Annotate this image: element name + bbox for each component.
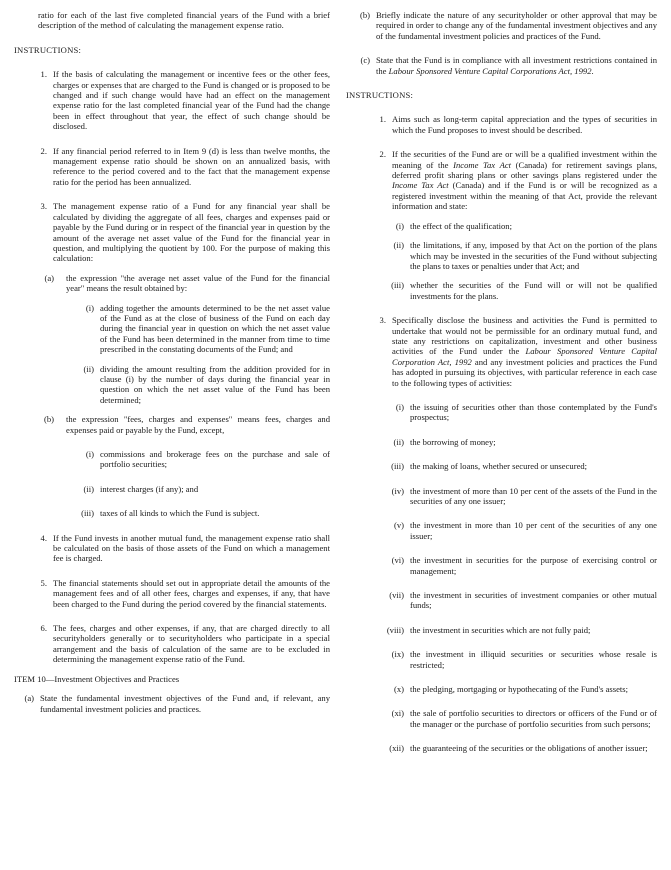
instruction-5 (14, 578, 330, 609)
activity-item (346, 520, 657, 541)
activity-item (346, 708, 657, 729)
r-subclause-ii (346, 240, 657, 271)
subclause-text: interest charges (if any); and (100, 483, 199, 494)
subclause-label: (i) (395, 220, 404, 231)
activity-label: (v) (393, 520, 404, 531)
activity-item (346, 402, 657, 423)
instruction-text: If the Fund invests in another mutual fund, the management expense ratio shall be calculated on the basis of those assets of the Fund on which a management fee is charged. (53, 532, 330, 564)
i2-text-2: (Canada) for retirement savings plans, deferred profit sharing plans or other savings plans registered under the (392, 159, 658, 181)
item-10-c (346, 55, 657, 76)
i3-text-1: Specifically disclose the business and activities the Fund is permitted to undertake that would not be permissible for an ordinary mutual fund, and state any restrictions on capitalization, investment and other business activities of the Fund under the (392, 315, 657, 357)
activity-label: (xii) (389, 743, 404, 754)
activity-label: (ix) (391, 649, 404, 660)
subclause-label: (iii) (81, 508, 94, 519)
act-title: Labour Sponsored Venture Capital Corporations Act, 1992 (388, 65, 592, 76)
instruction-number: 5. (40, 577, 47, 588)
continuation-paragraph: ratio for each of the last five completed financial years of the Fund with a brief description of the method of calculating the management expense ratio. (38, 10, 330, 31)
r-instruction-1 (346, 114, 657, 135)
instruction-number: 1. (379, 114, 386, 125)
instruction-1 (14, 69, 330, 131)
clause-text: the expression "the average net asset value of the Fund for the financial year" means the result obtained by: (66, 272, 330, 294)
subclause-text: adding together the amounts determined to be the net asset value of the Fund as at the close of business of the Fund on each day during the financial year in question on which the net asset value of the Fund has been determined in the manner from time to time prescribed in the constating documents of the Fund; and (100, 302, 330, 355)
instruction-number: 2. (40, 145, 47, 156)
activity-item (346, 649, 657, 670)
activity-label: (iv) (391, 485, 404, 496)
clause-text (376, 55, 657, 76)
activity-label: (iii) (391, 461, 404, 472)
instructions-heading: INSTRUCTIONS: (14, 44, 82, 55)
item-10-b (346, 10, 657, 41)
activity-item (346, 555, 657, 576)
activity-text: the investment in securities for the purpose of exercising control or management; (410, 555, 657, 576)
subclause-text: whether the securities of the Fund will or will not be qualified investments for the plans. (410, 280, 657, 301)
clause-text: the expression "fees, charges and expenses" means fees, charges and expenses paid or payable by the Fund, except, (66, 414, 330, 435)
activity-text: the investment in illiquid securities or securities whose resale is restricted; (410, 649, 657, 670)
activity-text: the making of loans, whether secured or unsecured; (410, 461, 588, 472)
i2-text-1: If the securities of the Fund are or will be a qualified investment within the meaning of the (392, 149, 657, 170)
clause-a (14, 273, 330, 294)
c-text-post: . (591, 65, 594, 76)
activity-label: (vi) (391, 555, 404, 566)
activity-label: (vii) (389, 590, 404, 601)
c-text-pre: State that the Fund is in compliance with all investment restrictions contained in the (376, 55, 657, 76)
i3-text-2: and any investment policies and practices the Fund has adopted in pursuing its objectives, with particular reference in each case to the following types of activities: (392, 356, 657, 388)
activity-item (346, 437, 657, 447)
r-subclause-iii (346, 280, 657, 301)
activity-item (346, 461, 657, 471)
instruction-text: The financial statements should set out in appropriate detail the amounts of the management fees and of all other fees, charges and expenses, if any, that have been charged to the Fund during the period covered by the financial statements. (53, 577, 330, 609)
subclause-text: dividing the amount resulting from the addition provided for in clause (i) by the number of days during the financial year in question on which the net asset value of the Fund has been determined; (100, 363, 330, 405)
activity-text: the investment in securities which are not fully paid; (410, 624, 591, 635)
instruction-text: If any financial period referred to in Item 9 (d) is less than twelve months, the management expense ratio should be shown on an annualized basis, with reference to the period covered and to the fact that the management expense ratio for the period has been annualized. (53, 145, 330, 187)
left-column (14, 10, 330, 714)
activity-label: (i) (395, 401, 404, 412)
instruction-3 (14, 201, 330, 263)
clause-label: (a) (24, 693, 34, 704)
instruction-number: 1. (40, 69, 47, 80)
r-subclause-i (346, 221, 657, 231)
subclause-text: commissions and brokerage fees on the purchase and sale of portfolio securities; (100, 449, 330, 470)
activity-label: (x) (393, 684, 404, 695)
clause-text: State the fundamental investment objectives of the Fund and, if relevant, any fundamental investment policies and practices. (40, 693, 330, 714)
subclause-b-iii (14, 508, 330, 518)
subclause-label: (i) (85, 449, 94, 459)
act-title: Income Tax Act (392, 180, 449, 191)
r-instruction-3 (346, 315, 657, 388)
subclause-a-i (14, 303, 330, 355)
clause-text: Briefly indicate the nature of any securityholder or other approval that may be required in order to change any of the fundamental investment objectives and any of the fundamental investment policies and practices of the Fund. (376, 10, 657, 41)
activity-item (346, 743, 657, 753)
instruction-text: Aims such as long-term capital appreciation and the types of securities in which the Fund proposes to invest should be described. (392, 114, 657, 135)
act-title: Labour Sponsored Venture Capital Corporation Act, 1992 (392, 346, 657, 367)
instruction-number: 3. (379, 315, 386, 326)
subclause-b-i (14, 449, 330, 470)
subclause-label: (iii) (391, 280, 404, 291)
activity-item (346, 590, 657, 611)
activity-text: the issuing of securities other than those contemplated by the Fund's prospectus; (410, 401, 657, 423)
instruction-text: The fees, charges and other expenses, if any, that are charged directly to all securityholders generally or to securityholders who participate in a special arrangement and the basis of calculation of the same are to be excluded in determining the management expense ratio of the Fund. (53, 623, 330, 665)
instructions-heading-right: INSTRUCTIONS: (346, 90, 414, 101)
act-title: Income Tax Act (453, 159, 512, 170)
subclause-a-ii (14, 364, 330, 406)
activity-label: (viii) (386, 624, 404, 635)
activity-text: the pledging, mortgaging or hypothecating of the Fund's assets; (410, 684, 629, 695)
activity-text: the borrowing of money; (410, 436, 496, 447)
subclause-text: the effect of the qualification; (410, 220, 512, 231)
activity-item (346, 625, 657, 635)
activity-item (346, 486, 657, 507)
activity-text: the investment in securities of investment companies or other mutual funds; (410, 590, 657, 611)
activity-list (346, 402, 657, 754)
instruction-text (392, 149, 657, 211)
activity-label: (xi) (391, 708, 404, 719)
subclause-text: taxes of all kinds to which the Fund is subject. (100, 508, 260, 519)
instruction-6 (14, 623, 330, 665)
instruction-number: 2. (379, 149, 386, 160)
clause-b (14, 414, 330, 435)
subclause-label: (i) (85, 302, 94, 313)
clause-label: (b) (359, 10, 370, 20)
instruction-2 (14, 146, 330, 188)
subclause-label: (ii) (393, 240, 404, 251)
activity-text: the investment in more than 10 per cent of the securities of any one issuer; (410, 520, 657, 541)
i2-text-3: (Canada) and if the Fund is or will be recognized as a registered investment within the meaning of that Act, provide the relevant information and state: (392, 180, 658, 212)
item-10-heading: ITEM 10—Investment Objectives and Practices (14, 673, 180, 684)
activity-item (346, 684, 657, 694)
instruction-number: 6. (40, 623, 47, 634)
activity-text: the sale of portfolio securities to directors or officers of the Fund or of the manager or the purchase of portfolio securities from such persons; (410, 708, 657, 729)
instruction-text: The management expense ratio of a Fund for any financial year shall be calculated by dividing the aggregate of all fees, charges and expenses paid or payable by the Fund during or in respect of the financial year in question by the amount of the average net asset value of the Fund for the financial year in question, and multiplying the quotient by 100. For the purpose of making this calculation: (53, 201, 330, 264)
clause-label: (b) (43, 414, 54, 425)
activity-text: the guaranteeing of the securities or the obligations of another issuer; (410, 743, 648, 754)
instruction-text: If the basis of calculating the management or incentive fees or the other fees, charges or expenses that are charged to the Fund is changed or is proposed to be changed and if such change would have had an effect on the management expense ratio for the last completed financial year of the Fund had the change been in effect throughout that year, the effect of such change should be disclosed. (53, 69, 330, 132)
clause-label: (c) (360, 55, 370, 66)
activity-label: (ii) (393, 436, 404, 447)
instruction-text (392, 315, 657, 388)
subclause-label: (ii) (83, 363, 94, 374)
clause-label: (a) (44, 272, 54, 283)
instruction-number: 3. (40, 201, 47, 212)
instruction-4 (14, 533, 330, 564)
r-instruction-2 (346, 149, 657, 211)
activity-text: the investment of more than 10 per cent of the assets of the Fund in the securities of any one issuer; (410, 485, 657, 506)
subclause-text: the limitations, if any, imposed by that Act on the portion of the plans which may be invested in the securities of the Fund without subjecting the plans to taxes or penalties under that Act; and (410, 240, 657, 271)
right-column (346, 10, 657, 754)
instruction-number: 4. (40, 532, 47, 543)
subclause-b-ii (14, 484, 330, 494)
item-10-a (14, 693, 330, 714)
subclause-label: (ii) (83, 483, 94, 494)
